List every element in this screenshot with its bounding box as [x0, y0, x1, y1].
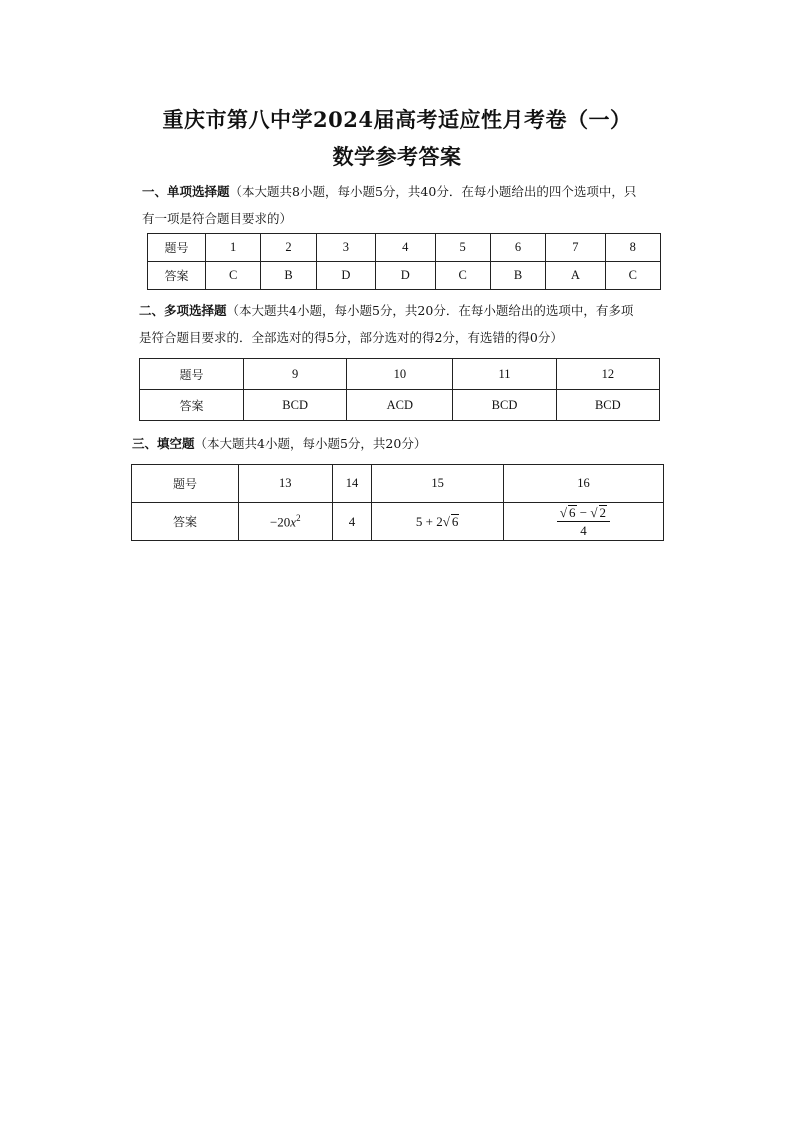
section-1-header [142, 178, 662, 232]
answer-cell: A [546, 262, 605, 290]
row-label-number: 题号 [148, 234, 206, 262]
answer-cell-13 [239, 503, 333, 541]
answer-13-coefficient: −20 [269, 514, 291, 530]
question-number: 6 [490, 234, 545, 262]
question-number: 3 [316, 234, 375, 262]
row-label-answer: 答案 [148, 262, 206, 290]
section-3-answer-table [131, 464, 664, 541]
answer-cell: D [316, 262, 375, 290]
question-number: 10 [347, 359, 453, 390]
question-number: 12 [556, 359, 659, 390]
question-number: 15 [372, 465, 504, 503]
question-number: 5 [435, 234, 490, 262]
fraction-denominator: 4 [580, 523, 587, 538]
section-2-heading: 二、多项选择题 [139, 303, 227, 318]
answer-15-radicand: 6 [451, 513, 459, 529]
section-3-header [132, 430, 672, 457]
answer-cell-15 [372, 503, 504, 541]
table-row [132, 503, 664, 541]
section-2-header [139, 297, 669, 351]
table-row [140, 390, 660, 421]
answer-cell-16 [503, 503, 663, 541]
section-1-heading: 一、单项选择题 [142, 184, 230, 199]
answer-15-prefix: 5 + 2 [415, 513, 443, 529]
answer-cell: BCD [556, 390, 659, 421]
answer-13-variable: x [290, 514, 297, 530]
section-1-desc-line2: 有一项是符合题目要求的） [142, 211, 293, 226]
question-number: 2 [261, 234, 316, 262]
answer-cell: C [435, 262, 490, 290]
row-label-answer: 答案 [132, 503, 239, 541]
sqrt-sign: √ [442, 513, 450, 529]
question-number: 1 [206, 234, 261, 262]
document-subtitle: 数学参考答案 [332, 144, 462, 169]
answer-cell: C [206, 262, 261, 290]
row-label-number: 题号 [140, 359, 244, 390]
section-1-desc-line1: （本大题共8小题，每小题5分，共40分．在每小题给出的四个选项中，只 [229, 184, 637, 199]
answer-cell: C [605, 262, 660, 290]
section-2-desc-line1: （本大题共4小题，每小题5分，共20分．在每小题给出的选项中，有多项 [226, 303, 634, 318]
numerator-radicand-1: 6 [569, 505, 576, 520]
answer-13-exponent: 2 [296, 512, 301, 523]
answer-cell: B [261, 262, 316, 290]
section-3-heading: 三、填空题 [132, 436, 195, 451]
section-2-answer-table [139, 358, 660, 421]
table-row [148, 262, 661, 290]
question-number: 4 [376, 234, 435, 262]
question-number: 16 [503, 465, 663, 503]
table-row [148, 234, 661, 262]
question-number: 7 [546, 234, 605, 262]
table-row [140, 359, 660, 390]
document-title: 重庆市第八中学2024届高考适应性月考卷（一） [162, 107, 632, 132]
answer-cell: BCD [244, 390, 347, 421]
row-label-number: 题号 [132, 465, 239, 503]
section-2-desc-line2: 是符合题目要求的．全部选对的得5分，部分选对的得2分，有选错的得0分） [139, 330, 563, 345]
question-number: 13 [239, 465, 333, 503]
question-number: 14 [332, 465, 372, 503]
answer-cell: BCD [453, 390, 556, 421]
sqrt-sign: √ [590, 505, 598, 520]
question-number: 9 [244, 359, 347, 390]
row-label-answer: 答案 [140, 390, 244, 421]
minus-sign: − [576, 505, 591, 520]
question-number: 11 [453, 359, 556, 390]
sqrt-sign: √ [559, 505, 568, 520]
answer-cell: D [376, 262, 435, 290]
answer-cell: B [490, 262, 545, 290]
question-number: 8 [605, 234, 660, 262]
table-row [132, 465, 664, 503]
section-3-desc: （本大题共4小题，每小题5分，共20分） [194, 436, 427, 451]
fraction-numerator [557, 505, 610, 522]
answer-cell-14: 4 [332, 503, 372, 541]
answer-16-fraction [557, 505, 610, 538]
section-1-answer-table [147, 233, 661, 290]
numerator-radicand-2: 2 [599, 505, 607, 520]
answer-cell: ACD [347, 390, 453, 421]
